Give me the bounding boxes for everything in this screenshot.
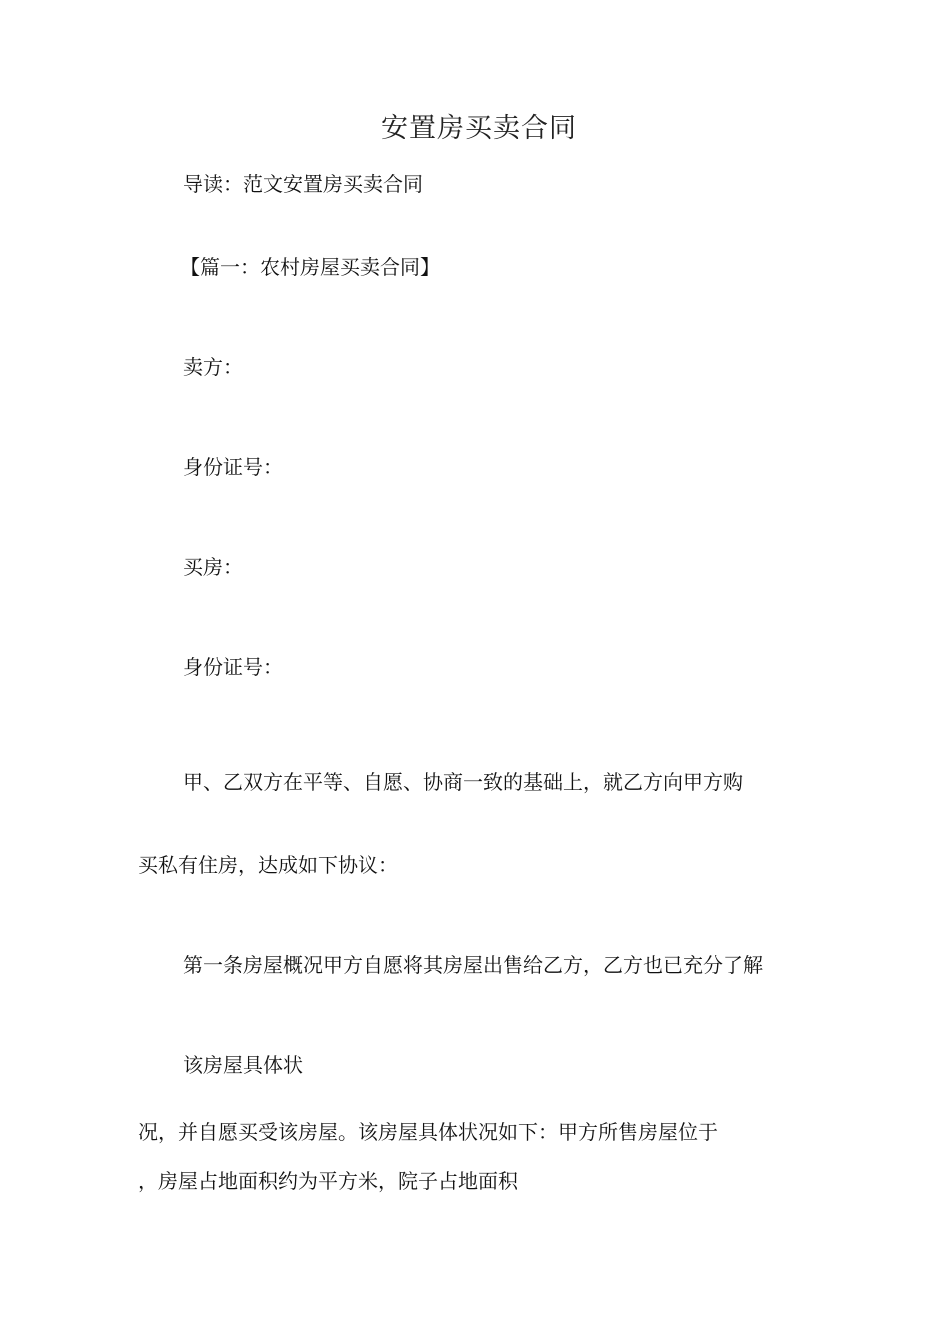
buyer-label: 买房： — [183, 555, 243, 579]
seller-id-label: 身份证号： — [183, 455, 283, 479]
article-one-line-4: ，房屋占地面积约为平方米，院子占地面积 — [138, 1169, 518, 1193]
document-title: 安置房买卖合同 — [381, 113, 577, 144]
article-one-line-2: 该房屋具体状 — [183, 1053, 303, 1077]
buyer-id-label: 身份证号： — [183, 655, 283, 679]
intro-line: 导读：范文安置房买卖合同 — [183, 172, 423, 196]
article-one-line-1: 第一条房屋概况甲方自愿将其房屋出售给乙方，乙方也已充分了解 — [183, 953, 763, 977]
article-one-line-3: 况，并自愿买受该房屋。该房屋具体状况如下：甲方所售房屋位于 — [138, 1120, 718, 1144]
section-heading: 【篇一：农村房屋买卖合同】 — [180, 255, 440, 279]
seller-label: 卖方： — [183, 355, 243, 379]
agreement-paragraph-line-1: 甲、乙双方在平等、自愿、协商一致的基础上，就乙方向甲方购 — [183, 770, 743, 794]
agreement-paragraph-line-2: 买私有住房，达成如下协议： — [138, 853, 398, 877]
